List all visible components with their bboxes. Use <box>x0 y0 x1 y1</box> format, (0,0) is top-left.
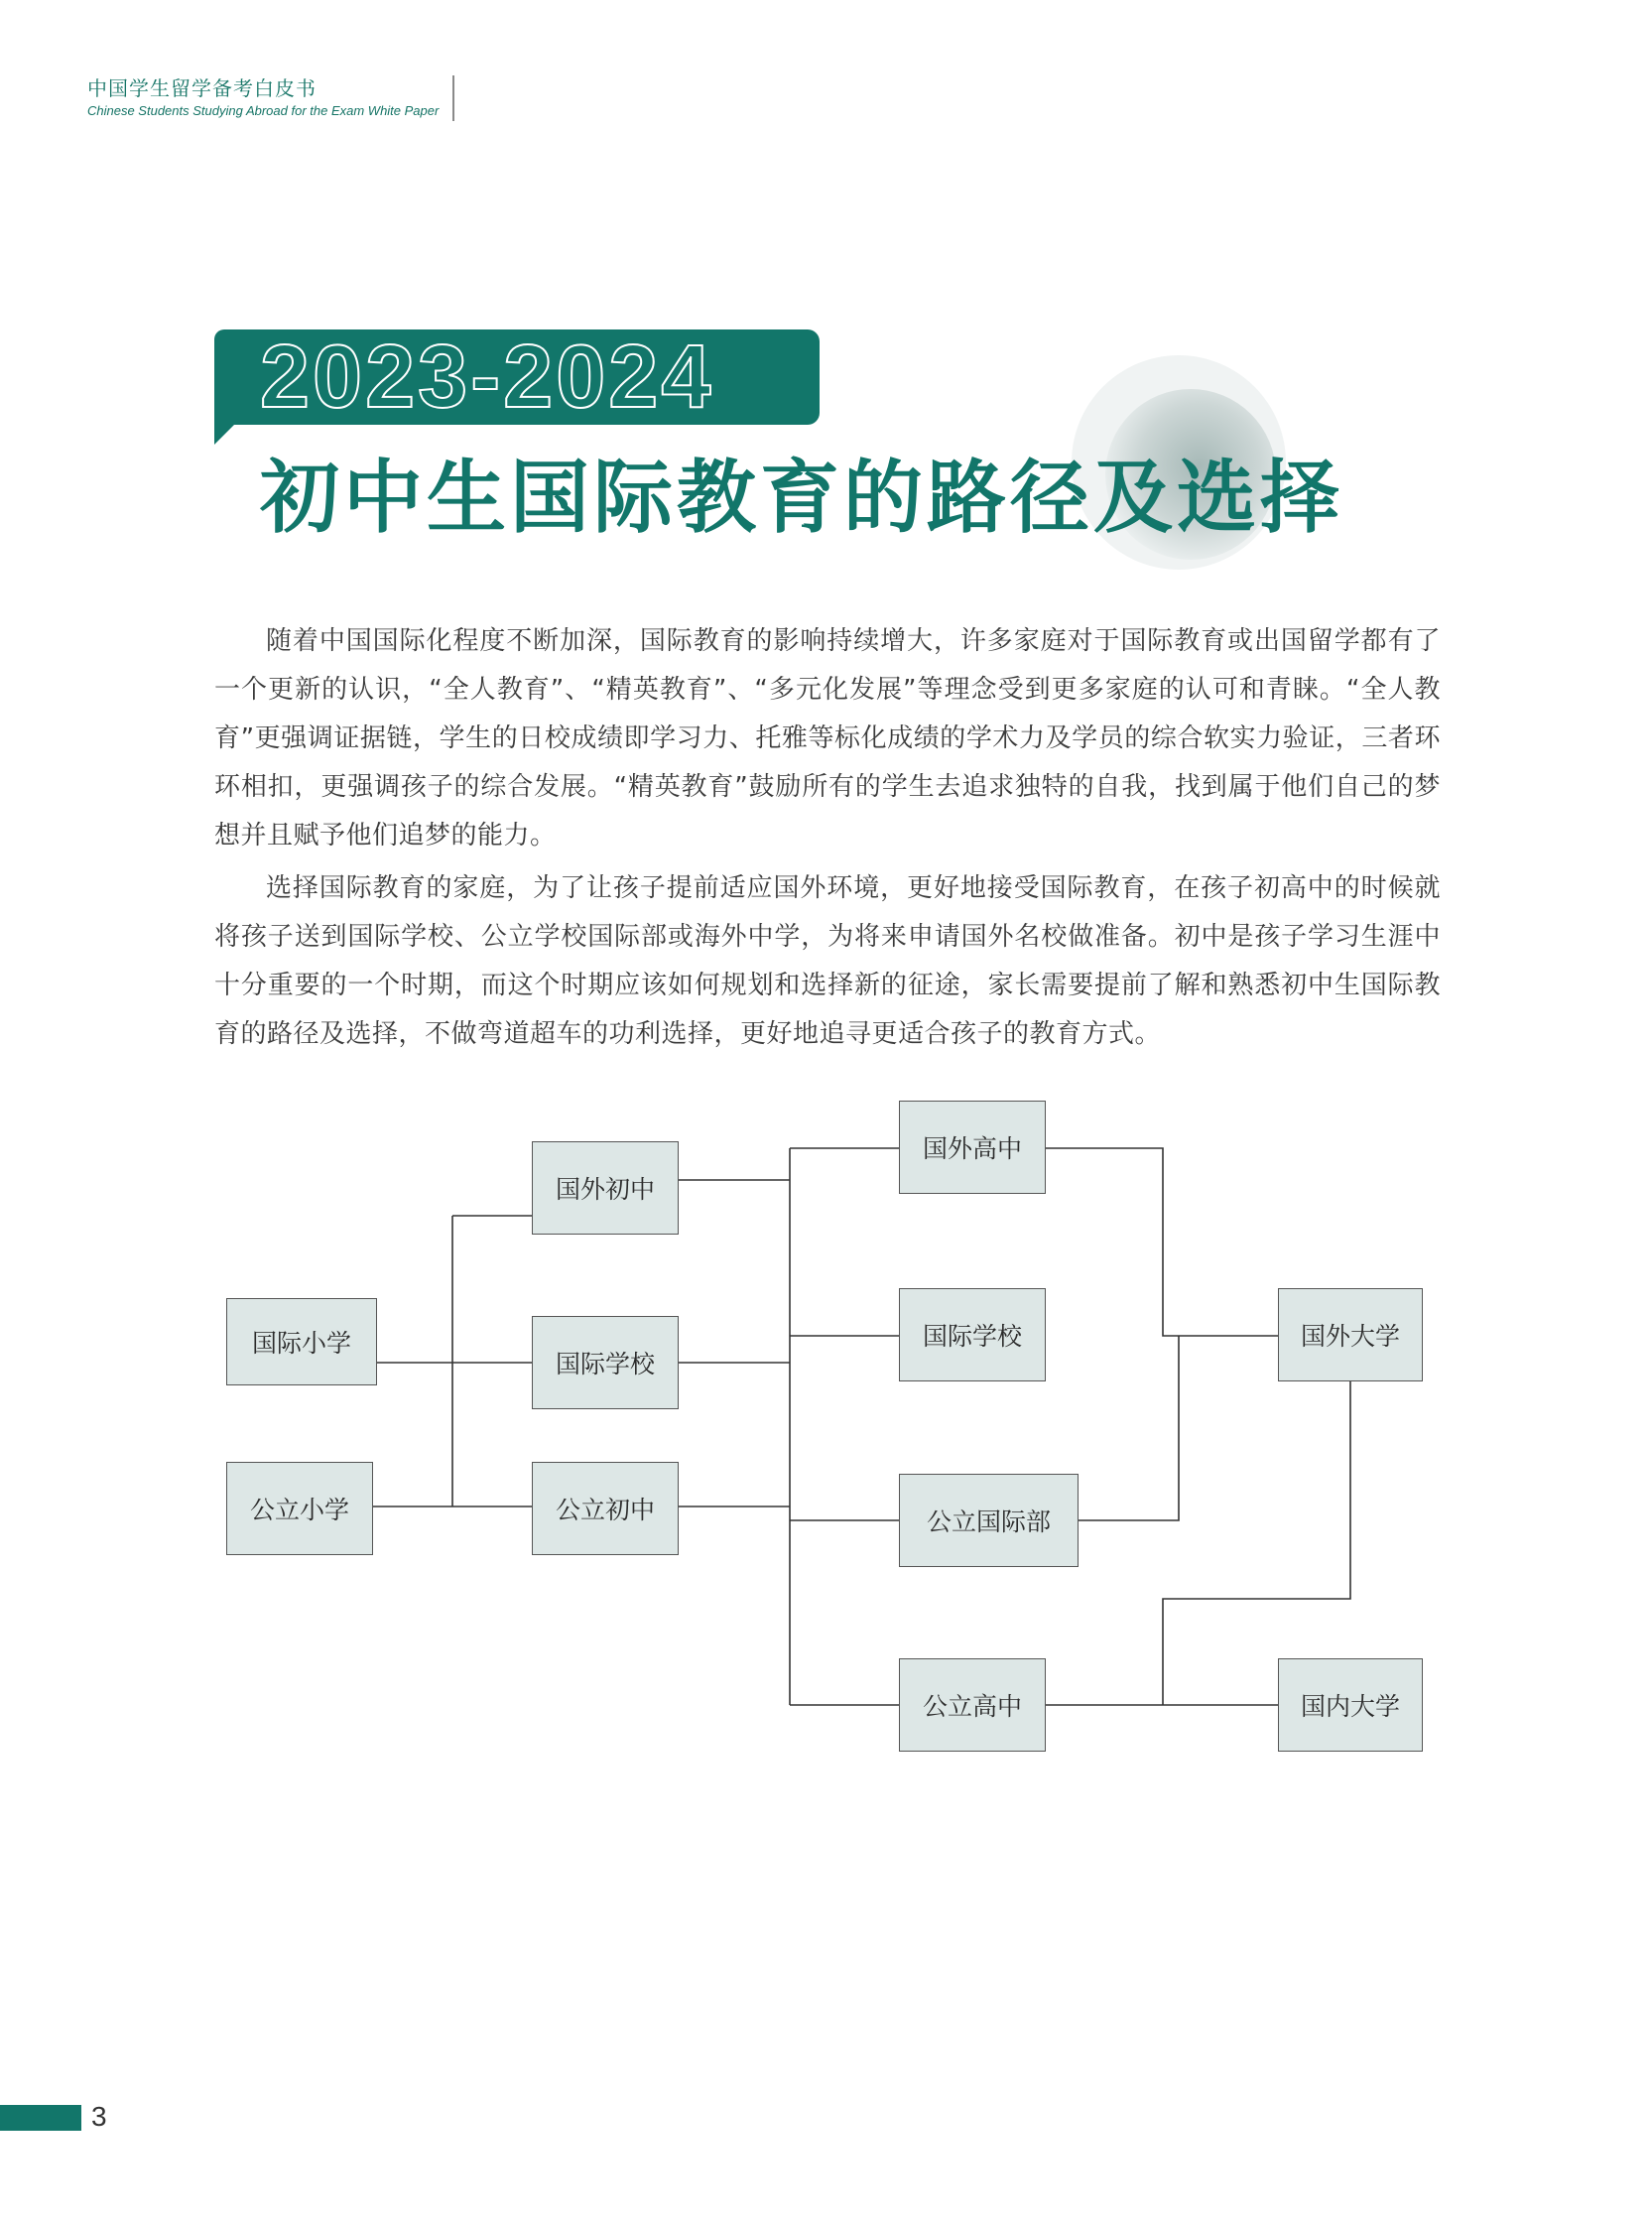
page-title: 初中生国际教育的路径及选择 <box>260 452 1343 544</box>
paragraph-1: 随着中国国际化程度不断加深，国际教育的影响持续增大，许多家庭对于国际教育或出国留学都有了一个更新的认识，“全人教育”、“精英教育”、“多元化发展”等理念受到更多家庭的认可和青睐。“全人教育”更强调证据链，学生的日校成绩即学习力、托雅等标化成绩的学术力及学员的综合软实力验证，三者环环相扣，更强调孩子的综合发展。“精英教育”鼓励所有的学生去追求独特的自我，找到属于他们自己的梦想并且赋予他们追梦的能力。 <box>214 626 1441 851</box>
year-range: 2023-2024 <box>260 328 714 427</box>
header-title-zh: 中国学生留学备考白皮书 <box>87 76 317 100</box>
header-title-en: Chinese Students Studying Abroad for the Exam White Paper <box>87 103 440 118</box>
connector-uni-link <box>1163 1381 1350 1705</box>
node-high-public: 公立高中 <box>899 1658 1046 1752</box>
connector-public-intl-uni <box>1079 1336 1179 1520</box>
node-high-public-intl: 公立国际部 <box>899 1474 1079 1567</box>
node-middle-intl: 国际学校 <box>532 1316 679 1409</box>
connector-high-abroad-uni <box>1046 1148 1278 1336</box>
page-number-bar <box>0 2105 81 2131</box>
body-text <box>214 617 1441 1059</box>
node-uni-domestic: 国内大学 <box>1278 1658 1423 1752</box>
node-high-abroad: 国外高中 <box>899 1101 1046 1194</box>
node-high-intl: 国际学校 <box>899 1288 1046 1381</box>
paragraph-2: 选择国际教育的家庭，为了让孩子提前适应国外环境，更好地接受国际教育，在孩子初高中的时候就将孩子送到国际学校、公立学校国际部或海外中学，为将来申请国外名校做准备。初中是孩子学习生涯中十分重要的一个时期，而这个时期应该如何规划和选择新的征途，家长需要提前了解和熟悉初中生国际教育的路径及选择，不做弯道超车的功利选择，更好地追寻更适合孩子的教育方式。 <box>214 873 1441 1049</box>
running-header <box>87 75 454 121</box>
node-middle-public: 公立初中 <box>532 1462 679 1555</box>
page-number: 3 <box>91 2101 107 2132</box>
node-primary-public: 公立小学 <box>226 1462 373 1555</box>
year-banner-tail <box>214 423 236 445</box>
node-middle-abroad: 国外初中 <box>532 1141 679 1235</box>
node-primary-intl: 国际小学 <box>226 1298 377 1385</box>
node-uni-abroad: 国外大学 <box>1278 1288 1423 1381</box>
